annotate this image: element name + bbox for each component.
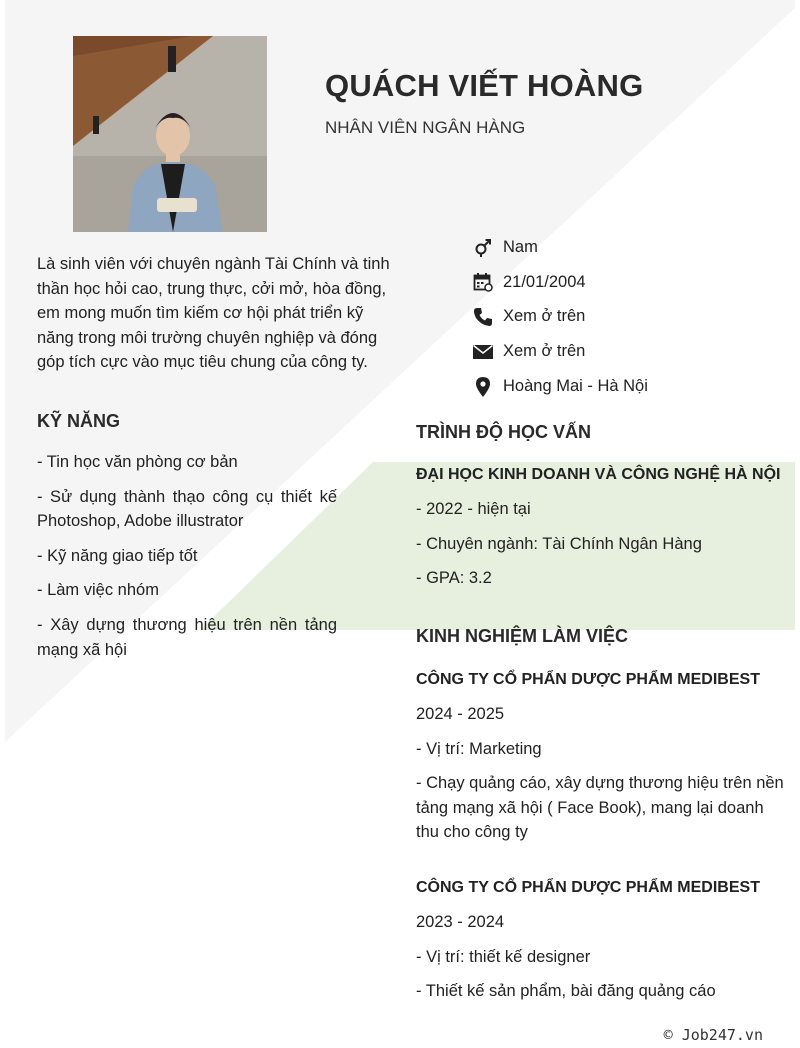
job-role: - Vị trí: Marketing — [416, 739, 542, 758]
school-name: ĐẠI HỌC KINH DOANH VÀ CÔNG NGHỆ HÀ NỘI — [416, 466, 781, 483]
gender-icon — [472, 236, 494, 258]
contact-gender — [472, 230, 648, 265]
company-name: CÔNG TY CỔ PHẨN DƯỢC PHẨM MEDIBEST — [416, 671, 760, 688]
contact-phone-value: Xem ở trên — [503, 307, 586, 326]
calendar-icon — [472, 271, 494, 293]
contact-birthday — [472, 265, 648, 300]
contact-address-value: Hoàng Mai - Hà Nội — [503, 377, 648, 396]
contact-birthday-value: 21/01/2004 — [503, 272, 586, 291]
job-period: 2024 - 2025 — [416, 705, 505, 723]
skill-item: - Xây dựng thương hiệu trên nền tảng mạng xã hội — [37, 615, 337, 659]
profile-photo — [73, 36, 267, 232]
contact-list — [472, 230, 648, 404]
skills-title: KỸ NĂNG — [37, 411, 121, 431]
education-section — [416, 466, 786, 601]
contact-email-value: Xem ở trên — [503, 342, 586, 361]
experience-item — [416, 879, 786, 1014]
footer-credit: © Job247.vn — [663, 1026, 763, 1044]
job-description: - Chạy quảng cáo, xây dựng thương hiệu trên nền tảng mạng xã hội ( Face Book), mang lại doanh thu cho công ty — [416, 774, 784, 842]
contact-phone — [472, 300, 648, 335]
skill-item: - Làm việc nhóm — [37, 581, 159, 600]
skills-list — [37, 450, 337, 672]
job-period: 2023 - 2024 — [416, 913, 505, 931]
intro-paragraph: Là sinh viên với chuyên ngành Tài Chính và tinh thần học hỏi cao, trung thực, cởi mở, hòa đồng, em mong muốn tìm kiếm cơ hội phát triển kỹ năng trong môi trường chuyên nghiệp và đóng góp tích cực vào mục tiêu chung của công ty. — [37, 255, 390, 372]
contact-address — [472, 369, 648, 404]
phone-icon — [472, 306, 494, 328]
company-name: CÔNG TY CỔ PHẨN DƯỢC PHẨM MEDIBEST — [416, 879, 760, 896]
education-line: - GPA: 3.2 — [416, 569, 492, 587]
skill-item: - Sử dụng thành thạo công cụ thiết kế Photoshop, Adobe illustrator — [37, 487, 337, 531]
experience-item — [416, 671, 786, 855]
candidate-name: QUÁCH VIẾT HOÀNG — [325, 68, 644, 103]
contact-email — [472, 334, 648, 369]
contact-gender-value: Nam — [503, 237, 538, 256]
job-role: - Vị trí: thiết kế designer — [416, 947, 591, 966]
education-line: - 2022 - hiện tại — [416, 500, 531, 518]
experience-title: KINH NGHIỆM LÀM VIỆC — [416, 626, 629, 646]
job-title: NHÂN VIÊN NGÂN HÀNG — [325, 118, 526, 137]
education-line: - Chuyên ngành: Tài Chính Ngân Hàng — [416, 534, 702, 553]
skill-item: - Kỹ năng giao tiếp tốt — [37, 546, 198, 565]
education-title: TRÌNH ĐỘ HỌC VẤN — [416, 422, 591, 442]
job-description: - Thiết kế sản phẩm, bài đăng quảng cáo — [416, 982, 716, 1001]
mail-icon — [472, 341, 494, 363]
skill-item: - Tin học văn phòng cơ bản — [37, 453, 238, 471]
location-icon — [472, 376, 494, 398]
